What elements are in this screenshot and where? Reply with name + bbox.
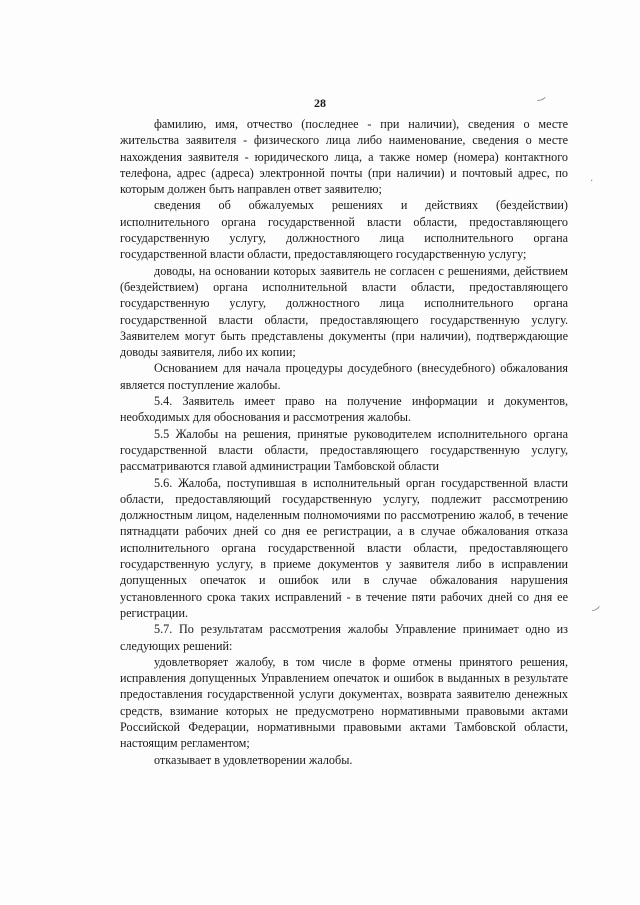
paragraph-appealed-decisions: сведения об обжалуемых решениях и действиях (бездействии) исполнительного органа государственной власти области, предоставляющего государственную услугу, должностного лица исполнительного органа государственной власти области, предоставляющего государственную услугу; xyxy=(120,198,568,262)
paragraph-basis: Основанием для начала процедуры досудебного (внесудебного) обжалования является поступление жалобы. xyxy=(120,361,568,392)
scan-speck-mark: ‿ xyxy=(587,598,601,613)
page-number: 28 xyxy=(314,96,326,110)
scan-speck-mark: ‿ xyxy=(534,88,546,103)
paragraph-satisfies: удовлетворяет жалобу, в том числе в форме отмены принятого решения, исправления допущенных Управлением опечаток и ошибок в выданных в результате предоставления государственной услуги документах, возврата заявителю денежных средств, взимание которых не предусмотрено нормативными правовыми актами Российской Федерации, нормативными правовыми актами Тамбовской области, настоящим регламентом; xyxy=(120,654,568,751)
scan-speck-mark: · xyxy=(590,176,594,187)
document-body xyxy=(120,116,568,768)
paragraph-5-4: 5.4. Заявитель имеет право на получение информации и документов, необходимых для обоснования и рассмотрения жалобы. xyxy=(120,394,568,425)
paragraph-5-7: 5.7. По результатам рассмотрения жалобы Управление принимает одно из следующих решений: xyxy=(120,622,568,653)
paragraph-arguments: доводы, на основании которых заявитель не согласен с решениями, действием (бездействием) органа исполнительной власти области, предоставляющего государственную услугу, должностного лица исполнительного органа государственной власти области, предоставляющего государственную услугу. Заявителем могут быть представлены документы (при наличии), подтверждающие доводы заявителя, либо их копии; xyxy=(120,263,568,360)
paragraph-5-6: 5.6. Жалоба, поступившая в исполнительный орган государственной власти области, предоставляющий государственную услугу, подлежит рассмотрению должностным лицом, наделенным полномочиями по рассмотрению жалоб, в течение пятнадцати рабочих дней со дня ее регистрации, а в случае обжалования отказа исполнительного органа государственной власти области, предоставляющего государственную услугу, в приеме документов у заявителя либо в исправлении допущенных опечаток и ошибок или в случае обжалования нарушения установленного срока таких исправлений - в течение пяти рабочих дней со дня ее регистрации. xyxy=(120,475,568,620)
paragraph-refuses: отказывает в удовлетворении жалобы. xyxy=(154,752,353,767)
paragraph-applicant-details: фамилию, имя, отчество (последнее - при наличии), сведения о месте жительства заявителя - физического лица либо наименование, сведения о месте нахождения заявителя - юридического лица, а также номер (номера) контактного телефона, адрес (адреса) электронной почты (при наличии) и почтовый адрес, по которым должен быть направлен ответ заявителю; xyxy=(120,117,568,197)
paragraph-5-5: 5.5 Жалобы на решения, принятые руководителем исполнительного органа государственной власти области, предоставляющего государственную услугу, рассматриваются главой администрации Тамбовской области xyxy=(120,426,568,474)
